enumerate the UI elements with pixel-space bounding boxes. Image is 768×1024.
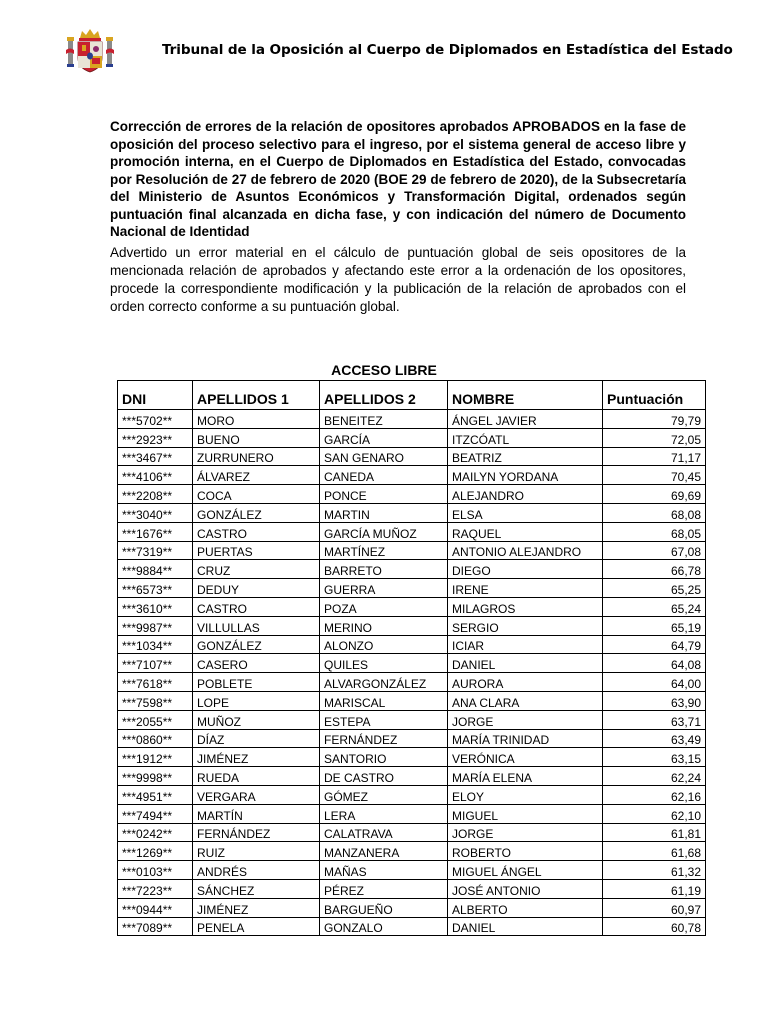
cell-apellidos-2: CANEDA (320, 466, 448, 485)
cell-nombre: DIEGO (448, 560, 603, 579)
cell-apellidos-1: MARTÍN (193, 804, 320, 823)
cell-dni: ***7319** (118, 541, 193, 560)
cell-dni: ***0103** (118, 861, 193, 880)
cell-apellidos-1: VILLULLAS (193, 616, 320, 635)
cell-apellidos-1: COCA (193, 485, 320, 504)
cell-apellidos-2: ALONZO (320, 635, 448, 654)
cell-nombre: MIGUEL (448, 804, 603, 823)
table-row (118, 579, 706, 598)
cell-apellidos-1: CASTRO (193, 522, 320, 541)
column-header-puntuacion: Puntuación (603, 381, 706, 410)
cell-nombre: ÁNGEL JAVIER (448, 410, 603, 429)
cell-nombre: SERGIO (448, 616, 603, 635)
cell-nombre: JORGE (448, 710, 603, 729)
table-row (118, 616, 706, 635)
table-row (118, 879, 706, 898)
cell-apellidos-1: GONZÁLEZ (193, 503, 320, 522)
cell-puntuacion: 70,45 (603, 466, 706, 485)
cell-dni: ***9987** (118, 616, 193, 635)
cell-puntuacion: 65,19 (603, 616, 706, 635)
cell-nombre: ELSA (448, 503, 603, 522)
cell-puntuacion: 68,05 (603, 522, 706, 541)
cell-nombre: ANA CLARA (448, 691, 603, 710)
column-header-nombre: NOMBRE (448, 381, 603, 410)
cell-dni: ***1912** (118, 748, 193, 767)
cell-dni: ***0860** (118, 729, 193, 748)
column-header-apellidos-1: APELLIDOS 1 (193, 381, 320, 410)
cell-dni: ***3610** (118, 597, 193, 616)
cell-nombre: RAQUEL (448, 522, 603, 541)
cell-apellidos-1: RUEDA (193, 767, 320, 786)
cell-apellidos-2: GARCÍA (320, 428, 448, 447)
cell-nombre: ALBERTO (448, 898, 603, 917)
cell-puntuacion: 72,05 (603, 428, 706, 447)
cell-apellidos-1: PUERTAS (193, 541, 320, 560)
cell-dni: ***7089** (118, 917, 193, 936)
cell-puntuacion: 69,69 (603, 485, 706, 504)
cell-apellidos-2: POZA (320, 597, 448, 616)
cell-apellidos-2: BARGUEÑO (320, 898, 448, 917)
cell-apellidos-1: MUÑOZ (193, 710, 320, 729)
page-header (66, 28, 733, 76)
cell-apellidos-2: ALVARGONZÁLEZ (320, 673, 448, 692)
cell-puntuacion: 63,71 (603, 710, 706, 729)
section-title: ACCESO LIBRE (331, 362, 437, 378)
cell-apellidos-2: MARTIN (320, 503, 448, 522)
cell-nombre: MARÍA TRINIDAD (448, 729, 603, 748)
cell-apellidos-2: GUERRA (320, 579, 448, 598)
cell-apellidos-1: DEDUY (193, 579, 320, 598)
cell-apellidos-1: CASERO (193, 654, 320, 673)
cell-nombre: MIGUEL ÁNGEL (448, 861, 603, 880)
cell-nombre: ANTONIO ALEJANDRO (448, 541, 603, 560)
cell-nombre: JOSÉ ANTONIO (448, 879, 603, 898)
table-row (118, 729, 706, 748)
cell-puntuacion: 62,16 (603, 785, 706, 804)
table-row (118, 767, 706, 786)
cell-apellidos-2: MANZANERA (320, 842, 448, 861)
cell-puntuacion: 67,08 (603, 541, 706, 560)
cell-dni: ***3467** (118, 447, 193, 466)
table-row (118, 503, 706, 522)
column-header-dni: DNI (118, 381, 193, 410)
cell-puntuacion: 61,32 (603, 861, 706, 880)
cell-dni: ***5702** (118, 410, 193, 429)
cell-dni: ***0242** (118, 823, 193, 842)
cell-dni: ***7494** (118, 804, 193, 823)
cell-puntuacion: 79,79 (603, 410, 706, 429)
cell-nombre: BEATRIZ (448, 447, 603, 466)
cell-nombre: VERÓNICA (448, 748, 603, 767)
table-row (118, 785, 706, 804)
cell-puntuacion: 63,49 (603, 729, 706, 748)
cell-apellidos-2: PONCE (320, 485, 448, 504)
cell-puntuacion: 63,15 (603, 748, 706, 767)
table-row (118, 541, 706, 560)
table-row (118, 466, 706, 485)
table-row (118, 710, 706, 729)
cell-puntuacion: 63,90 (603, 691, 706, 710)
cell-apellidos-1: CRUZ (193, 560, 320, 579)
cell-dni: ***2055** (118, 710, 193, 729)
cell-apellidos-1: CASTRO (193, 597, 320, 616)
cell-apellidos-2: FERNÁNDEZ (320, 729, 448, 748)
cell-nombre: ICIAR (448, 635, 603, 654)
cell-apellidos-1: GONZÁLEZ (193, 635, 320, 654)
cell-apellidos-1: RUIZ (193, 842, 320, 861)
cell-dni: ***7107** (118, 654, 193, 673)
table-row (118, 560, 706, 579)
cell-puntuacion: 60,78 (603, 917, 706, 936)
cell-dni: ***4106** (118, 466, 193, 485)
cell-apellidos-1: PENELA (193, 917, 320, 936)
cell-puntuacion: 61,19 (603, 879, 706, 898)
table-row (118, 522, 706, 541)
cell-dni: ***1269** (118, 842, 193, 861)
cell-nombre: DANIEL (448, 654, 603, 673)
cell-dni: ***7223** (118, 879, 193, 898)
cell-nombre: ROBERTO (448, 842, 603, 861)
cell-apellidos-1: JIMÉNEZ (193, 748, 320, 767)
cell-puntuacion: 65,24 (603, 597, 706, 616)
table-row (118, 635, 706, 654)
cell-nombre: MARÍA ELENA (448, 767, 603, 786)
cell-apellidos-2: QUILES (320, 654, 448, 673)
table-row (118, 691, 706, 710)
table-body (118, 410, 706, 936)
cell-apellidos-2: PÉREZ (320, 879, 448, 898)
cell-apellidos-2: GARCÍA MUÑOZ (320, 522, 448, 541)
table-row (118, 597, 706, 616)
cell-dni: ***2923** (118, 428, 193, 447)
cell-apellidos-2: SANTORIO (320, 748, 448, 767)
cell-apellidos-2: ESTEPA (320, 710, 448, 729)
table-row (118, 428, 706, 447)
cell-nombre: AURORA (448, 673, 603, 692)
table-row (118, 485, 706, 504)
cell-apellidos-1: VERGARA (193, 785, 320, 804)
cell-puntuacion: 64,08 (603, 654, 706, 673)
table-row (118, 804, 706, 823)
cell-dni: ***9998** (118, 767, 193, 786)
cell-dni: ***4951** (118, 785, 193, 804)
table-row (118, 898, 706, 917)
table-row (118, 842, 706, 861)
table-row (118, 748, 706, 767)
cell-apellidos-1: JIMÉNEZ (193, 898, 320, 917)
cell-puntuacion: 61,68 (603, 842, 706, 861)
table-row (118, 861, 706, 880)
cell-apellidos-1: FERNÁNDEZ (193, 823, 320, 842)
cell-apellidos-2: DE CASTRO (320, 767, 448, 786)
cell-puntuacion: 62,24 (603, 767, 706, 786)
tribunal-title: Tribunal de la Oposición al Cuerpo de Diplomados en Estadística del Estado (162, 42, 733, 58)
cell-dni: ***1034** (118, 635, 193, 654)
table-row (118, 673, 706, 692)
cell-puntuacion: 60,97 (603, 898, 706, 917)
table-row (118, 917, 706, 936)
cell-apellidos-1: ANDRÉS (193, 861, 320, 880)
cell-dni: ***9884** (118, 560, 193, 579)
cell-dni: ***6573** (118, 579, 193, 598)
cell-apellidos-1: DÍAZ (193, 729, 320, 748)
cell-apellidos-1: ÁLVAREZ (193, 466, 320, 485)
cell-puntuacion: 64,79 (603, 635, 706, 654)
cell-nombre: IRENE (448, 579, 603, 598)
correction-notice: Advertido un error material en el cálculo de puntuación global de seis opositores de la mencionada relación de aprobados y afectando este error a la ordenación de los opositores, procede la correspondiente modificación y la publicación de la relación de aprobados con el orden correcto conforme a su puntuación global. (110, 245, 686, 314)
table-row (118, 410, 706, 429)
cell-dni: ***3040** (118, 503, 193, 522)
cell-dni: ***7598** (118, 691, 193, 710)
cell-nombre: ALEJANDRO (448, 485, 603, 504)
cell-nombre: MILAGROS (448, 597, 603, 616)
cell-apellidos-2: MARTÍNEZ (320, 541, 448, 560)
cell-dni: ***7618** (118, 673, 193, 692)
cell-puntuacion: 62,10 (603, 804, 706, 823)
cell-apellidos-1: SÁNCHEZ (193, 879, 320, 898)
cell-apellidos-2: GONZALO (320, 917, 448, 936)
spanish-coat-of-arms-icon (66, 28, 114, 74)
cell-apellidos-2: MARISCAL (320, 691, 448, 710)
cell-apellidos-1: LOPE (193, 691, 320, 710)
cell-apellidos-1: POBLETE (193, 673, 320, 692)
correction-heading: Corrección de errores de la relación de opositores aprobados APROBADOS en la fase de oposición del proceso selectivo para el ingreso, por el sistema general de acceso libre y promoción interna, en el Cuerpo de Diplomados en Estadística del Estado, convocadas por Resolución de 27 de febrero de 2020 (BOE 29 de febrero de 2020), de la Subsecretaría del Ministerio de Asuntos Económicos y Transformación Digital, ordenados según puntuación final alcanzada en dicha fase, y con indicación del número de Documento Nacional de Identidad (110, 119, 686, 239)
cell-apellidos-2: LERA (320, 804, 448, 823)
cell-dni: ***0944** (118, 898, 193, 917)
cell-puntuacion: 65,25 (603, 579, 706, 598)
cell-nombre: JORGE (448, 823, 603, 842)
cell-nombre: ELOY (448, 785, 603, 804)
column-header-apellidos-2: APELLIDOS 2 (320, 381, 448, 410)
cell-apellidos-2: BARRETO (320, 560, 448, 579)
table-row (118, 823, 706, 842)
results-table (117, 380, 706, 936)
cell-puntuacion: 61,81 (603, 823, 706, 842)
cell-apellidos-2: GÓMEZ (320, 785, 448, 804)
table-row (118, 654, 706, 673)
cell-apellidos-2: BENEITEZ (320, 410, 448, 429)
cell-apellidos-1: MORO (193, 410, 320, 429)
table-row (118, 447, 706, 466)
cell-nombre: DANIEL (448, 917, 603, 936)
cell-apellidos-1: BUENO (193, 428, 320, 447)
cell-dni: ***2208** (118, 485, 193, 504)
cell-nombre: MAILYN YORDANA (448, 466, 603, 485)
table-header-row (118, 381, 706, 410)
cell-apellidos-2: SAN GENARO (320, 447, 448, 466)
cell-apellidos-2: MERINO (320, 616, 448, 635)
cell-dni: ***1676** (118, 522, 193, 541)
cell-puntuacion: 66,78 (603, 560, 706, 579)
cell-apellidos-2: MAÑAS (320, 861, 448, 880)
cell-nombre: ITZCÓATL (448, 428, 603, 447)
cell-apellidos-1: ZURRUNERO (193, 447, 320, 466)
cell-apellidos-2: CALATRAVA (320, 823, 448, 842)
cell-puntuacion: 68,08 (603, 503, 706, 522)
cell-puntuacion: 64,00 (603, 673, 706, 692)
cell-puntuacion: 71,17 (603, 447, 706, 466)
